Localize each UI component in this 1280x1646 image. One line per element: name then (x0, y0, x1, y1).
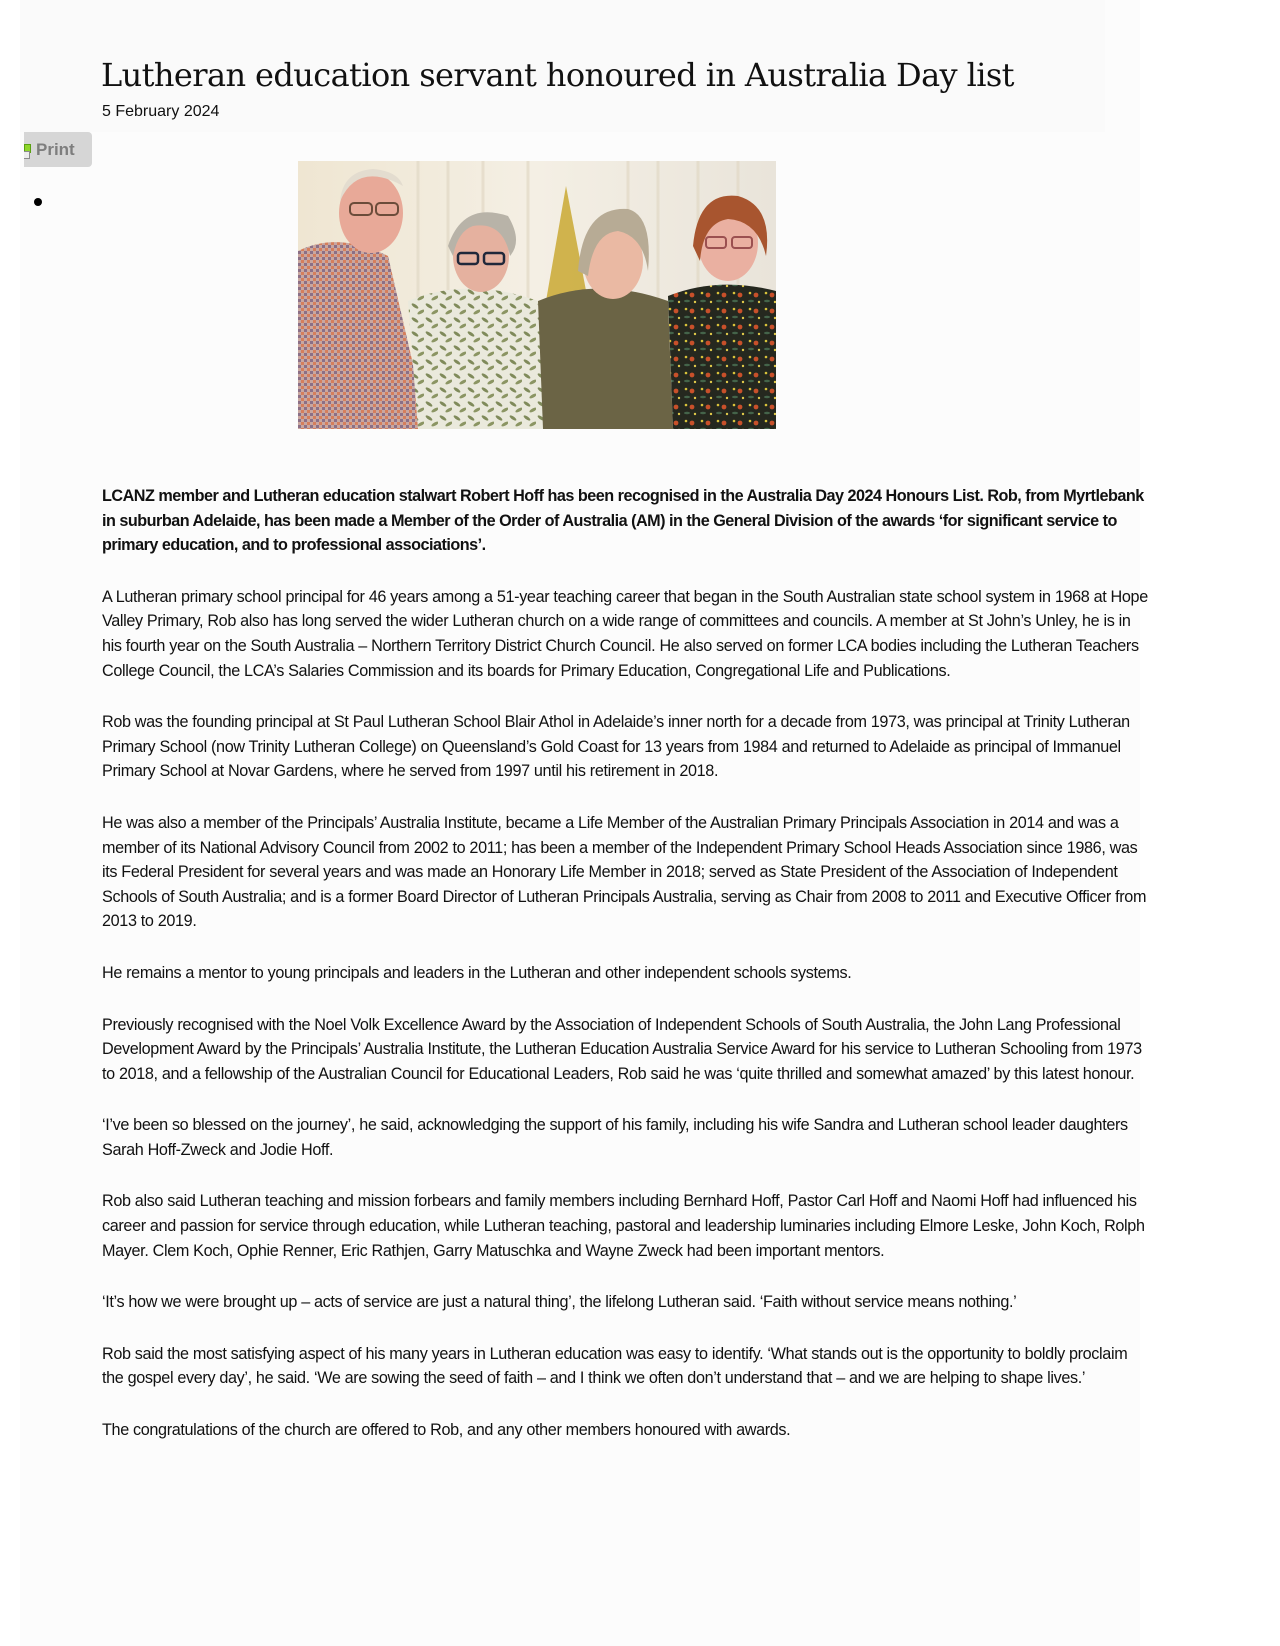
family-photo-illustration (298, 161, 776, 429)
article-paragraph: Previously recognised with the Noel Volk Excellence Award by the Association of Independent Schools of South Australia, the John Lang Professional Development Award by the Principals’ Australia Institute, the Lutheran Education Australia Service Award for his service to Lutheran Schooling from 1973 to 2018, and a fellowship of the Australian Council for Educational Leaders, Rob said he was ‘quite thrilled and somewhat amazed’ by this latest honour. (102, 1015, 1142, 1083)
print-button-label: Print (36, 139, 75, 159)
article-paragraph: He remains a mentor to young principals and leaders in the Lutheran and other independent schools systems. (102, 963, 852, 982)
article-paragraph: Rob said the most satisfying aspect of his many years in Lutheran education was easy to identify. ‘What stands out is the opportunity to boldly proclaim the gospel every day’, he said. ‘We are sowing the seed of faith – and I think we often don’t understand that – and we are helping to shape lives.’ (102, 1344, 1128, 1388)
article-body (102, 484, 1152, 1470)
article-paragraph: ‘It’s how we were brought up – acts of service are just a natural thing’, the lifelong Lutheran said. ‘Faith without service means nothing.’ (102, 1293, 1017, 1312)
printer-icon (24, 142, 32, 158)
print-button[interactable] (24, 132, 92, 167)
list-bullet (34, 198, 42, 206)
article-paragraph: Rob also said Lutheran teaching and mission forbears and family members including Bernhard Hoff, Pastor Carl Hoff and Naomi Hoff had influenced his career and passion for service through education, while Lutheran teaching, pastoral and leadership luminaries including Elmore Leske, John Koch, Rolph Mayer. Clem Koch, Ophie Renner, Eric Rathjen, Garry Matuschka and Wayne Zweck had been important mentors. (102, 1192, 1145, 1260)
article-paragraph: ‘I’ve been so blessed on the journey’, he said, acknowledging the support of his family, including his wife Sandra and Lutheran school leader daughters Sarah Hoff-Zweck and Jodie Hoff. (102, 1116, 1128, 1159)
article-photo (298, 161, 776, 429)
article-title: Lutheran education servant honoured in Australia Day list (101, 56, 1014, 94)
article-paragraph: Rob was the founding principal at St Paul Lutheran School Blair Athol in Adelaide’s inner north for a decade from 1973, was principal at Trinity Lutheran Primary School (now Trinity Lutheran College) on Queensland’s Gold Coast for 13 years from 1984 and returned to Adelaide as principal of Immanuel Primary School at Novar Gardens, where he served from 1997 until his retirement in 2018. (102, 713, 1130, 781)
article-paragraph: The congratulations of the church are offered to Rob, and any other members honoured with awards. (102, 1421, 791, 1440)
article-paragraph: A Lutheran primary school principal for 46 years among a 51-year teaching career that began in the South Australian state school system in 1968 at Hope Valley Primary, Rob also has long served the wider Lutheran church on a wide range of committees and councils. A member at St John’s Unley, he is in his fourth year on the South Australia – Northern Territory District Church Council. He also served on former LCA bodies including the Lutheran Teachers College Council, the LCA’s Salaries Commission and its boards for Primary Education, Congregational Life and Publications. (102, 587, 1148, 680)
article-lead-paragraph: LCANZ member and Lutheran education stalwart Robert Hoff has been recognised in the Australia Day 2024 Honours List. Rob, from Myrtlebank in suburban Adelaide, has been made a Member of the Order of Australia (AM) in the General Division of the awards ‘for significant service to primary education, and to professional associations’. (102, 487, 1144, 555)
article-paragraph: He was also a member of the Principals’ Australia Institute, became a Life Member of the Australian Primary Principals Association in 2014 and was a member of its National Advisory Council from 2002 to 2011; has been a member of the Independent Primary School Heads Association since 1986, was its Federal President for several years and was made an Honorary Life Member in 2018; served as State President of the Association of Independent Schools of South Australia; and is a former Board Director of Lutheran Principals Australia, serving as Chair from 2008 to 2011 and Executive Officer from 2013 to 2019. (102, 813, 1147, 931)
article-date: 5 February 2024 (102, 103, 220, 120)
